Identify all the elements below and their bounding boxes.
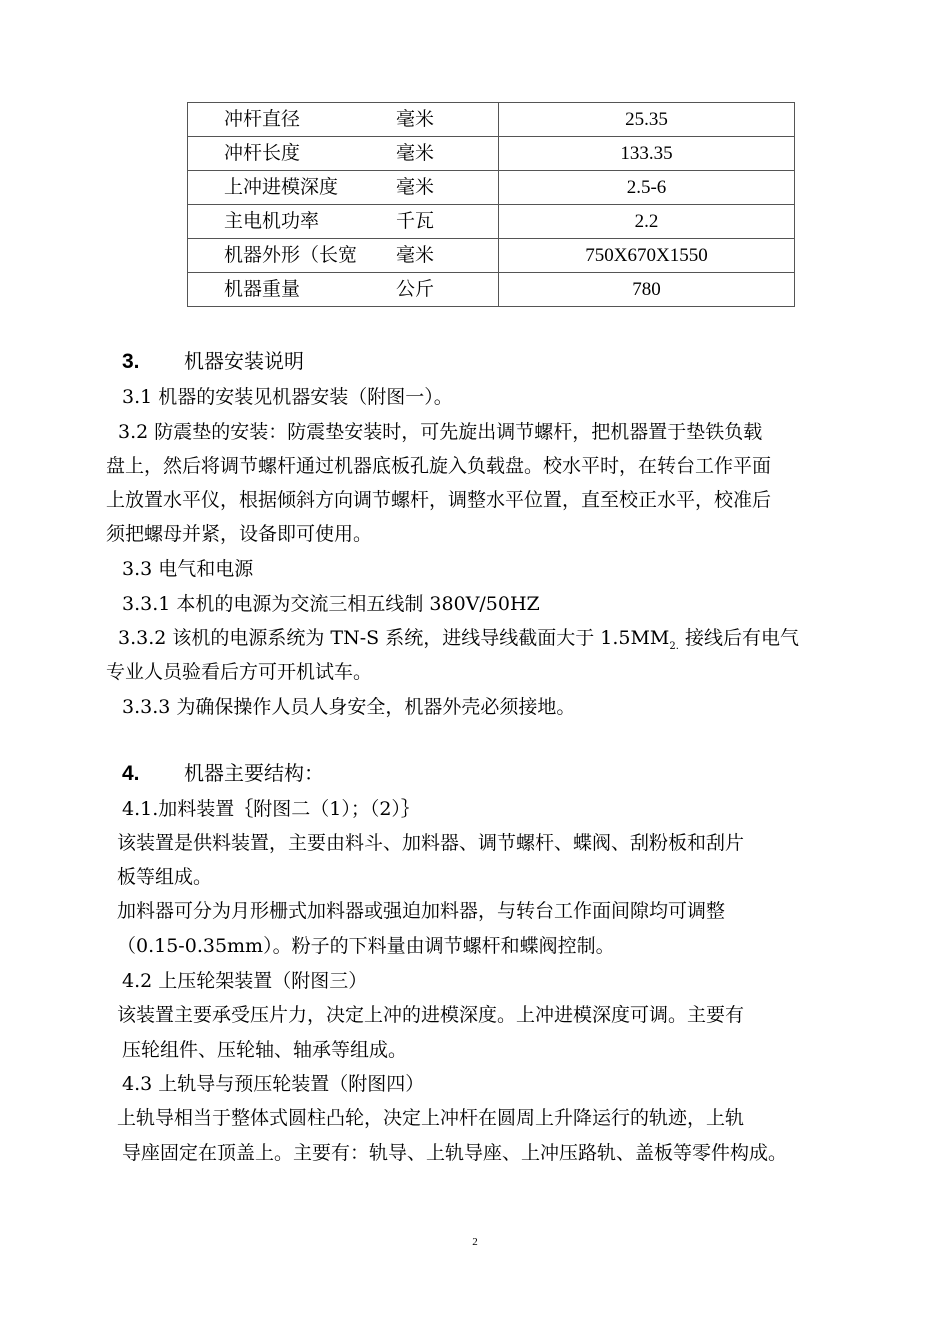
section3-line-8-main: 3.3.2 该机的电源系统为 TN-S 系统，进线导线截面大于 1.5MM bbox=[118, 627, 670, 649]
spec-value-cell: 25.35 bbox=[499, 103, 795, 137]
spec-row bbox=[188, 171, 795, 205]
section4-title: 机器主要结构： bbox=[184, 761, 324, 785]
section4-line-5: （0.15-0.35mm）。粉子的下料量由调节螺杆和蝶阀控制。 bbox=[117, 935, 615, 957]
section3-line-2: 3.2 防震垫的安装：防震垫安装时，可先旋出调节螺杆，把机器置于垫铁负载 bbox=[118, 421, 763, 443]
spec-param-cell bbox=[188, 239, 499, 273]
spec-param-name: 机器重量 bbox=[224, 278, 301, 300]
section3-line-10: 3.3.3 为确保操作人员人身安全，机器外壳必须接地。 bbox=[122, 696, 576, 718]
spec-row bbox=[188, 239, 795, 273]
spec-value-cell: 780 bbox=[499, 273, 795, 307]
spec-row bbox=[188, 137, 795, 171]
spec-table bbox=[187, 102, 795, 307]
spec-param-name: 冲杆长度 bbox=[224, 142, 301, 164]
section4-line-6: 4.2 上压轮架装置（附图三） bbox=[122, 970, 368, 992]
section3-line-1: 3.1 机器的安装见机器安装（附图一）。 bbox=[122, 386, 453, 408]
spec-value-cell: 750X670X1550 bbox=[499, 239, 795, 273]
spec-row bbox=[188, 205, 795, 239]
spec-param-cell bbox=[188, 171, 499, 205]
section3-line-4: 上放置水平仪，根据倾斜方向调节螺杆，调整水平位置，直至校正水平，校准后 bbox=[106, 489, 772, 511]
section4-line-8: 压轮组件、压轮轴、轴承等组成。 bbox=[122, 1039, 408, 1061]
spec-param-unit: 毫米 bbox=[396, 244, 435, 266]
section3-line-9: 专业人员验看后方可开机试车。 bbox=[106, 661, 373, 683]
spec-param-cell bbox=[188, 137, 499, 171]
spec-param-name: 机器外形（长宽 bbox=[224, 244, 358, 266]
spec-row bbox=[188, 103, 795, 137]
section3-line-5: 须把螺母并紧，设备即可使用。 bbox=[106, 523, 373, 545]
spec-param-name: 主电机功率 bbox=[224, 210, 320, 232]
spec-param-cell bbox=[188, 103, 499, 137]
spec-param-unit: 公斤 bbox=[396, 278, 435, 300]
section4-line-7: 该装置主要承受压片力，决定上冲的进模深度。上冲进模深度可调。主要有 bbox=[117, 1004, 745, 1026]
section3-line-3: 盘上，然后将调节螺杆通过机器底板孔旋入负载盘。校水平时，在转台工作平面 bbox=[106, 455, 772, 477]
section4-line-9: 4.3 上轨导与预压轮装置（附图四） bbox=[122, 1073, 425, 1095]
spec-param-cell bbox=[188, 205, 499, 239]
section3-title: 机器安装说明 bbox=[184, 349, 304, 373]
spec-param-unit: 毫米 bbox=[396, 142, 435, 164]
section3-line-8-tail: 接线后有电气 bbox=[678, 627, 799, 649]
section4-line-3: 板等组成。 bbox=[117, 866, 213, 888]
section3-heading bbox=[122, 349, 304, 374]
section4-line-11: 导座固定在顶盖上。主要有：轨导、上轨导座、上冲压路轨、盖板等零件构成。 bbox=[122, 1142, 788, 1164]
section4-number: 4. bbox=[122, 762, 140, 785]
spec-param-name: 上冲进模深度 bbox=[224, 176, 339, 198]
spec-value-cell: 133.35 bbox=[499, 137, 795, 171]
section4-line-2: 该装置是供料装置，主要由料斗、加料器、调节螺杆、蝶阀、刮粉板和刮片 bbox=[117, 832, 745, 854]
spec-value-cell: 2.5-6 bbox=[499, 171, 795, 205]
section4-heading bbox=[122, 761, 324, 786]
spec-row bbox=[188, 273, 795, 307]
section4-line-10: 上轨导相当于整体式圆柱凸轮，决定上冲杆在圆周上升降运行的轨迹，上轨 bbox=[117, 1107, 745, 1129]
section4-line-4: 加料器可分为月形栅式加料器或强迫加料器，与转台工作面间隙均可调整 bbox=[117, 900, 726, 922]
spec-param-unit: 毫米 bbox=[396, 176, 435, 198]
spec-param-unit: 毫米 bbox=[396, 108, 435, 130]
section3-number: 3. bbox=[122, 350, 140, 373]
section3-line-8 bbox=[118, 626, 799, 659]
spec-param-name: 冲杆直径 bbox=[224, 108, 301, 130]
section3-line-6: 3.3 电气和电源 bbox=[122, 558, 254, 580]
section3-line-7: 3.3.1 本机的电源为交流三相五线制 380V/50HZ bbox=[122, 593, 540, 615]
page-number: 2 bbox=[472, 1236, 478, 1248]
spec-param-cell bbox=[188, 273, 499, 307]
spec-param-unit: 千瓦 bbox=[396, 210, 435, 232]
section4-line-1: 4.1.加料装置｛附图二（1）；（2）｝ bbox=[122, 798, 420, 820]
spec-value-cell: 2.2 bbox=[499, 205, 795, 239]
section3-subscript: 2. bbox=[669, 640, 679, 652]
